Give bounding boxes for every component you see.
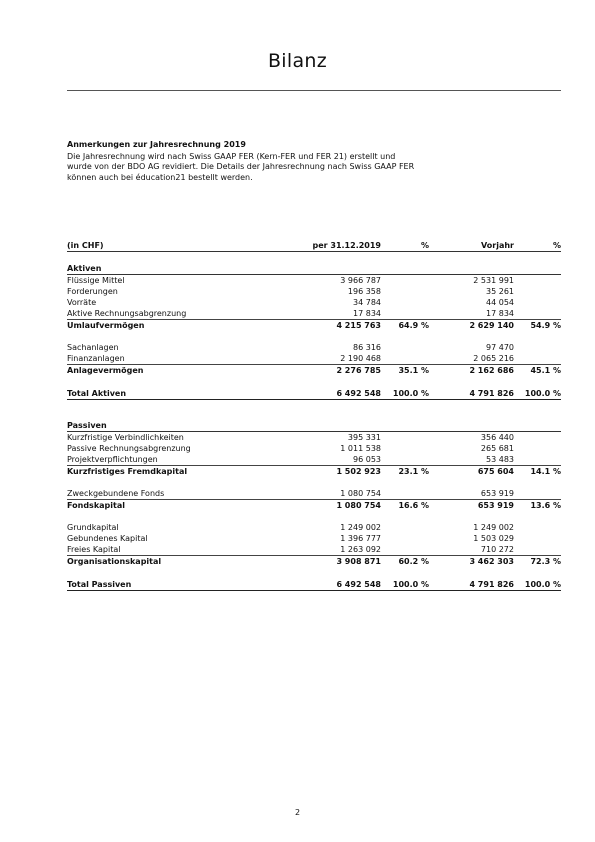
row-pct-current: 60.2 %: [398, 557, 429, 566]
row-label: Aktive Rechnungsabgrenzung: [67, 309, 187, 318]
row-value-prior: 17 834: [486, 309, 514, 318]
row-value-prior: 265 681: [480, 444, 514, 453]
header-unit: (in CHF): [67, 241, 104, 250]
table-row: [67, 353, 561, 364]
row-value-current: 2 276 785: [336, 366, 381, 375]
row-pct-current: 16.6 %: [398, 501, 429, 510]
row-value-prior: 4 791 826: [469, 580, 514, 589]
annotation-block: [67, 140, 427, 183]
anlage-rows: [67, 342, 561, 364]
row-value-current: 3 908 871: [336, 557, 381, 566]
row-pct-prior: 100.0 %: [524, 580, 561, 589]
row-label: Total Aktiven: [67, 389, 127, 398]
row-label: Umlaufvermögen: [67, 321, 145, 330]
row-label: Sachanlagen: [67, 343, 119, 352]
fonds-rows: [67, 488, 561, 499]
row-pct-prior: 72.3 %: [530, 557, 561, 566]
row-value-current: 1 502 923: [336, 467, 381, 476]
row-value-current: 1 263 092: [340, 545, 381, 554]
row-pct-prior: 54.9 %: [530, 321, 561, 330]
row-label: Gebundenes Kapital: [67, 534, 148, 543]
section-label: Aktiven: [67, 264, 102, 273]
row-value-prior: 2 162 686: [469, 366, 514, 375]
row-value-prior: 4 791 826: [469, 389, 514, 398]
row-value-prior: 53 483: [486, 455, 514, 464]
row-label: Fondskapital: [67, 501, 125, 510]
total-row-aktiven: [67, 388, 561, 400]
subtotal-row-umlauf: [67, 319, 561, 331]
title-divider: [67, 90, 561, 91]
table-row: [67, 533, 561, 544]
row-value-current: 96 053: [353, 455, 381, 464]
row-value-prior: 1 503 029: [473, 534, 514, 543]
header-current-year: per 31.12.2019: [312, 241, 381, 250]
row-label: Total Passiven: [67, 580, 132, 589]
row-label: Anlagevermögen: [67, 366, 144, 375]
row-label: Freies Kapital: [67, 545, 121, 554]
row-label: Organisationskapital: [67, 557, 162, 566]
row-pct-prior: 13.6 %: [530, 501, 561, 510]
table-header: [67, 240, 561, 252]
row-label: Flüssige Mittel: [67, 276, 125, 285]
row-value-prior: 35 261: [486, 287, 514, 296]
balance-sheet-table: [67, 240, 561, 591]
row-pct-current: 64.9 %: [398, 321, 429, 330]
row-value-prior: 44 054: [486, 298, 514, 307]
row-value-prior: 2 531 991: [473, 276, 514, 285]
table-row: [67, 308, 561, 319]
row-pct-prior: 14.1 %: [530, 467, 561, 476]
row-label: Passive Rechnungsabgrenzung: [67, 444, 191, 453]
table-row: [67, 488, 561, 499]
row-pct-current: 100.0 %: [392, 580, 429, 589]
table-row: [67, 544, 561, 555]
row-label: Finanzanlagen: [67, 354, 125, 363]
row-value-current: 86 316: [353, 343, 381, 352]
table-row: [67, 342, 561, 353]
umlauf-rows: [67, 275, 561, 319]
row-value-current: 2 190 468: [340, 354, 381, 363]
subtotal-row-anlage: [67, 364, 561, 376]
section-label: Passiven: [67, 421, 107, 430]
row-value-current: 1 080 754: [340, 489, 381, 498]
row-value-prior: 653 919: [480, 489, 514, 498]
table-row: [67, 443, 561, 454]
table-row: [67, 432, 561, 443]
row-pct-current: 100.0 %: [392, 389, 429, 398]
annotation-text: Die Jahresrechnung wird nach Swiss GAAP FER (Kern-FER und FER 21) erstellt und wurde von der BDO AG revidiert. Die Details der Jahresrechnung nach Swiss GAAP FER können auch bei éducation21 bestellt werden.: [67, 151, 415, 182]
row-label: Kurzfristiges Fremdkapital: [67, 467, 188, 476]
subtotal-row-fondskapital: [67, 499, 561, 511]
row-label: Kurzfristige Verbindlichkeiten: [67, 433, 184, 442]
row-value-prior: 710 272: [480, 545, 514, 554]
section-heading-aktiven: [67, 263, 561, 275]
row-pct-prior: 100.0 %: [524, 389, 561, 398]
row-value-prior: 675 604: [477, 467, 514, 476]
section-heading-passiven: [67, 420, 561, 432]
row-value-prior: 97 470: [486, 343, 514, 352]
table-row: [67, 522, 561, 533]
page-number: 2: [294, 808, 301, 817]
annotation-heading: Anmerkungen zur Jahresrechnung 2019: [67, 140, 246, 149]
subtotal-row-fremdkapital: [67, 465, 561, 477]
table-row: [67, 275, 561, 286]
row-value-current: 1 249 002: [340, 523, 381, 532]
row-pct-current: 35.1 %: [398, 366, 429, 375]
row-value-current: 1 080 754: [336, 501, 381, 510]
row-value-current: 196 358: [347, 287, 381, 296]
row-value-prior: 1 249 002: [473, 523, 514, 532]
subtotal-row-organisationskapital: [67, 555, 561, 567]
table-row: [67, 286, 561, 297]
header-prior-pct: %: [552, 241, 561, 250]
row-pct-current: 23.1 %: [398, 467, 429, 476]
fremdkapital-rows: [67, 432, 561, 465]
row-label: Projektverpflichtungen: [67, 455, 158, 464]
row-value-current: 4 215 763: [336, 321, 381, 330]
row-value-prior: 2 065 216: [473, 354, 514, 363]
header-current-pct: %: [420, 241, 429, 250]
row-value-current: 6 492 548: [336, 580, 381, 589]
row-label: Zweckgebundene Fonds: [67, 489, 165, 498]
row-label: Forderungen: [67, 287, 118, 296]
row-value-current: 395 331: [347, 433, 381, 442]
row-value-prior: 3 462 303: [469, 557, 514, 566]
table-row: [67, 297, 561, 308]
row-value-prior: 356 440: [480, 433, 514, 442]
row-value-current: 1 396 777: [340, 534, 381, 543]
total-row-passiven: [67, 579, 561, 591]
row-label: Vorräte: [67, 298, 97, 307]
row-value-current: 3 966 787: [340, 276, 381, 285]
organisationskapital-rows: [67, 522, 561, 555]
row-value-current: 17 834: [353, 309, 381, 318]
row-value-prior: 2 629 140: [469, 321, 514, 330]
row-value-current: 34 784: [353, 298, 381, 307]
row-value-prior: 653 919: [477, 501, 514, 510]
row-value-current: 1 011 538: [340, 444, 381, 453]
row-pct-prior: 45.1 %: [530, 366, 561, 375]
table-row: [67, 454, 561, 465]
header-prior-year: Vorjahr: [481, 241, 514, 250]
row-value-current: 6 492 548: [336, 389, 381, 398]
page-title: Bilanz: [267, 50, 328, 72]
row-label: Grundkapital: [67, 523, 119, 532]
